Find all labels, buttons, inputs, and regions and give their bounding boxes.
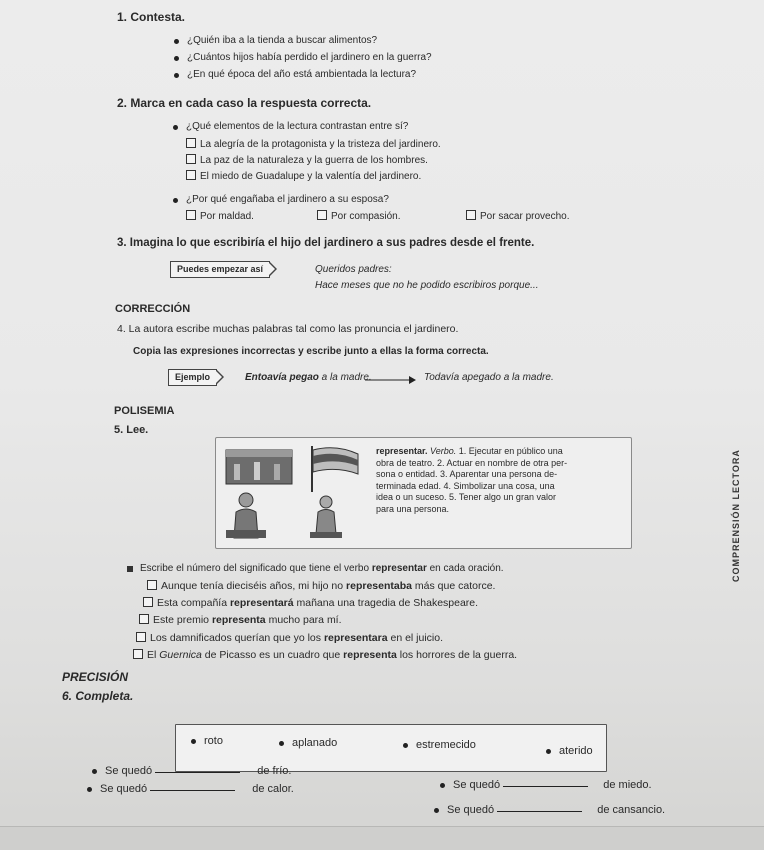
s1-question-1: ¿Quién iba a la tienda a buscar alimentos? xyxy=(187,35,378,46)
row-suffix: de frío. xyxy=(257,765,292,777)
definition-line: obra de teatro. 2. Actuar en nombre de otra per- xyxy=(376,457,568,468)
bleed-through-text xyxy=(300,2,309,28)
row-suffix: de cansancio. xyxy=(597,804,666,816)
flag-icon xyxy=(306,444,366,494)
definition-line: terminada edad. 4. Simbolizar una cosa, una xyxy=(376,480,555,491)
word-bank-item: aterido xyxy=(559,745,593,757)
sentence-1[interactable]: Aunque tenía dieciséis años, mi hijo no representaba más que catorce. xyxy=(147,580,495,592)
letter-opening: Hace meses que no he podido escribiros porque... xyxy=(315,280,539,291)
s1-question-2: ¿Cuántos hijos había perdido el jardinero en la guerra? xyxy=(187,52,432,63)
row-prefix: Se quedó xyxy=(447,804,495,816)
checkbox[interactable] xyxy=(186,138,196,148)
completion-row xyxy=(447,804,665,816)
section-4-title: 4. La autora escribe muchas palabras tal como las pronuncia el jardinero. xyxy=(117,323,459,335)
checkbox[interactable] xyxy=(186,154,196,164)
checkbox[interactable] xyxy=(133,649,143,659)
example-incorrect: Entoavía pegao a la madre. xyxy=(245,372,372,383)
s2-option-1b[interactable]: La paz de la naturaleza y la guerra de los hombres. xyxy=(186,154,428,166)
seated-person-icon xyxy=(306,494,346,539)
completion-row xyxy=(105,765,291,777)
section-2-title: 2. Marca en cada caso la respuesta correcta. xyxy=(117,96,372,110)
blank-line[interactable] xyxy=(497,810,582,812)
sentence-2[interactable]: Esta compañía representará mañana una tragedia de Shakespeare. xyxy=(143,597,478,609)
checkbox[interactable] xyxy=(317,210,327,220)
word-bank-item: estremecido xyxy=(416,739,476,751)
s2-question-1: ¿Qué elementos de la lectura contrastan entre sí? xyxy=(186,121,409,132)
polisemia-heading: POLISEMIA xyxy=(114,405,175,417)
sentence-4[interactable]: Los damnificados querían que yo los representara en el juicio. xyxy=(136,632,443,644)
blank-line[interactable] xyxy=(503,785,588,787)
section-4-instruction: Copia las expresiones incorrectas y escribe junto a ellas la forma correcta. xyxy=(133,346,489,357)
s2-question-2: ¿Por qué engañaba el jardinero a su esposa? xyxy=(186,194,389,205)
definition-box xyxy=(215,437,632,549)
section-1-title: 1. Contesta. xyxy=(117,10,186,24)
section-6-title: 6. Completa. xyxy=(62,689,134,703)
row-suffix: de calor. xyxy=(252,783,294,795)
section-5-title: 5. Lee. xyxy=(114,424,149,436)
sentence-5[interactable]: El Guernica de Picasso es un cuadro que representa los horrores de la guerra. xyxy=(133,649,517,661)
s1-question-3: ¿En qué época del año está ambientada la lectura? xyxy=(187,69,417,80)
example-tag: Ejemplo xyxy=(168,369,217,386)
page-bottom-edge xyxy=(0,826,764,850)
row-prefix: Se quedó xyxy=(453,779,501,791)
blank-line[interactable] xyxy=(155,771,240,773)
definition-line: sona o entidad. 3. Aparentar una persona de- xyxy=(376,469,558,479)
checkbox[interactable] xyxy=(147,580,157,590)
sentence-3[interactable]: Este premio representa mucho para mí. xyxy=(139,614,342,626)
checkbox[interactable] xyxy=(139,614,149,624)
hint-tag: Puedes empezar así xyxy=(170,261,270,278)
example-correct: Todavía apegado a la madre. xyxy=(424,372,554,383)
row-suffix: de miedo. xyxy=(603,779,652,791)
letter-greeting: Queridos padres: xyxy=(315,264,392,275)
definition-line: para una persona. xyxy=(376,503,450,514)
blank-line[interactable] xyxy=(150,789,235,791)
definition-text xyxy=(376,446,567,515)
checkbox[interactable] xyxy=(143,597,153,607)
definition-line: idea o un suceso. 5. Tener algo un gran valor xyxy=(376,492,556,502)
thinking-person-icon xyxy=(226,490,266,540)
checkbox[interactable] xyxy=(186,210,196,220)
side-section-label: COMPRENSIÓN LECTORA xyxy=(731,449,741,582)
square-bullet-icon xyxy=(127,566,133,572)
checkbox[interactable] xyxy=(136,632,146,642)
polisemia-instruction: Escribe el número del significado que tiene el verbo representar en cada oración. xyxy=(140,563,504,574)
s2-option-1c[interactable]: El miedo de Guadalupe y la valentía del jardinero. xyxy=(186,170,421,182)
arrow-icon xyxy=(365,375,417,385)
row-prefix: Se quedó xyxy=(100,783,148,795)
s2-option-1a[interactable]: La alegría de la protagonista y la tristeza del jardinero. xyxy=(186,138,441,150)
checkbox[interactable] xyxy=(186,170,196,180)
completion-row xyxy=(453,779,652,791)
word-bank-item: aplanado xyxy=(292,737,338,749)
section-3-title: 3. Imagina lo que escribiría el hijo del jardinero a sus padres desde el frente. xyxy=(117,237,535,249)
definition-line: representar. Verbo. 1. Ejecutar en público una xyxy=(376,446,563,456)
s2-option-2c[interactable]: Por sacar provecho. xyxy=(466,210,570,222)
s2-option-2a[interactable]: Por maldad. xyxy=(186,210,254,222)
checkbox[interactable] xyxy=(466,210,476,220)
correccion-heading: CORRECCIÓN xyxy=(115,303,191,315)
theater-stage-icon xyxy=(224,446,294,486)
s2-option-2b[interactable]: Por compasión. xyxy=(317,210,400,222)
row-prefix: Se quedó xyxy=(105,765,153,777)
word-bank-item: roto xyxy=(204,735,223,747)
precision-heading: PRECISIÓN xyxy=(62,670,129,684)
completion-row xyxy=(100,783,294,795)
